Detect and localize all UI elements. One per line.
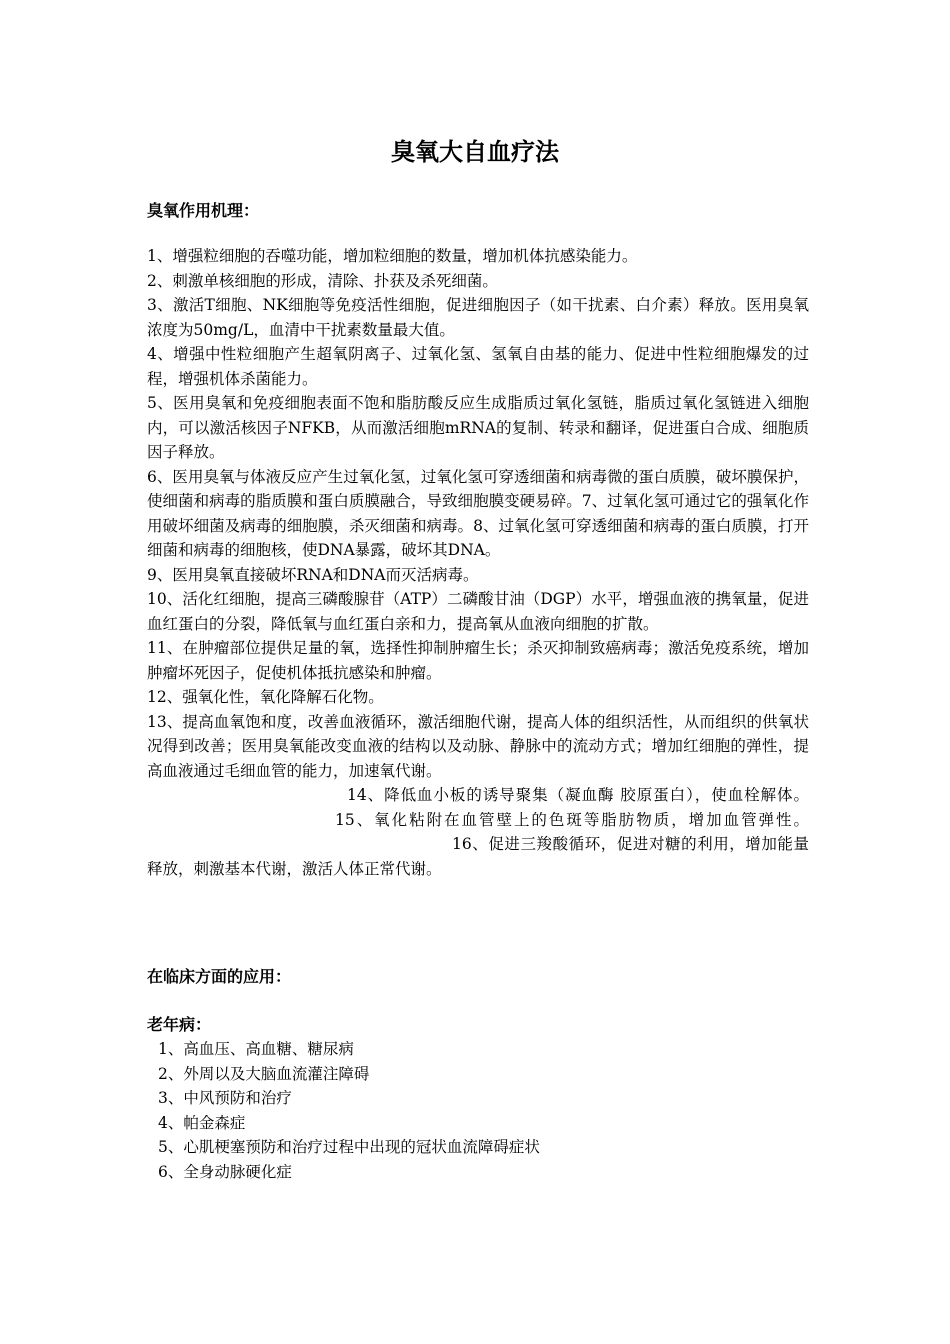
mechanism-paragraph: 4、增强中性粒细胞产生超氧阴离子、过氧化氢、氢氧自由基的能力、促进中性粒细胞爆发的过程，增强机体杀菌能力。 [147, 345, 809, 388]
mechanism-paragraph: 11、在肿瘤部位提供足量的氧，选择性抑制肿瘤生长；杀灭抑制致癌病毒；激活免疫系统，增加肿瘤坏死因子，促使机体抵抗感染和肿瘤。 [147, 639, 809, 682]
clinical-heading: 在临床方面的应用： [147, 967, 292, 986]
mechanism-body [147, 244, 809, 881]
mechanism-paragraph: 13、提高血氧饱和度，改善血液循环，激活细胞代谢，提高人体的组织活性，从而组织的供氧状况得到改善；医用臭氧能改变血液的结构以及动脉、静脉中的流动方式；增加红细胞的弹性，提高血液通过毛细血管的能力，加速氧代谢。 [147, 712, 809, 780]
mechanism-paragraph: 3、激活T细胞、NK细胞等免疫活性细胞，促进细胞因子（如干扰素、白介素）释放。医用臭氧浓度为50mg/L，血清中干扰素数量最大值。 [147, 296, 809, 339]
list-item: 6、全身动脉硬化症 [158, 1162, 292, 1181]
list-item: 5、心肌梗塞预防和治疗过程中出现的冠状血流障碍症状 [158, 1138, 540, 1156]
list-item: 2、外周以及大脑血流灌注障碍 [158, 1064, 370, 1083]
elderly-heading: 老年病： [147, 1015, 212, 1034]
list-item: 3、中风预防和治疗 [158, 1089, 292, 1107]
mechanism-item-15: 15、氧化粘附在血管壁上的色斑等脂肪物质，增加血管弹性。 [335, 810, 809, 829]
mechanism-paragraph: 1、增强粒细胞的吞噬功能，增加粒细胞的数量，增加机体抗感染能力。 [147, 247, 638, 265]
mechanism-item-16: 16、促进三羧酸循环，促进对糖的利用，增加能量释放，刺激基本代谢，激活人体正常代谢。 [147, 835, 809, 878]
mechanism-paragraph: 9、医用臭氧直接破坏RNA和DNA而灭活病毒。 [147, 565, 479, 584]
mechanism-paragraph-merged [147, 783, 809, 881]
mechanism-item-14: 14、降低血小板的诱导聚集（凝血酶 胶原蛋白），使血栓解体。 [347, 786, 809, 804]
mechanism-heading: 臭氧作用机理： [147, 201, 260, 220]
mechanism-paragraph: 5、医用臭氧和免疫细胞表面不饱和脂肪酸反应生成脂质过氧化氢链，脂质过氧化氢链进入细胞内，可以激活核因子NFKB，从而激活细胞mRNA的复制、转录和翻译，促进蛋白合成、细胞质因子释放。 [147, 394, 809, 461]
list-item: 4、帕金森症 [158, 1113, 246, 1132]
mechanism-paragraph: 10、活化红细胞，提高三磷酸腺苷（ATP）二磷酸甘油（DGP）水平，增强血液的携氧量，促进血红蛋白的分裂，降低氧与血红蛋白亲和力，提高氧从血液向细胞的扩散。 [147, 590, 809, 633]
mechanism-paragraph: 6、医用臭氧与体液反应产生过氧化氢，过氧化氢可穿透细菌和病毒微的蛋白质膜，破坏膜保护，使细菌和病毒的脂质膜和蛋白质膜融合，导致细胞膜变硬易碎。7、过氧化氢可通过它的强氧化作用破坏细菌及病毒的细胞膜，杀灭细菌和病毒。8、过氧化氢可穿透细菌和病毒的蛋白质膜，打开细菌和病毒的细胞核，使DNA暴露，破坏其DNA。 [147, 467, 809, 559]
mechanism-paragraph: 12、强氧化性，氧化降解石化物。 [147, 688, 384, 706]
elderly-list [158, 1037, 798, 1184]
page-title: 臭氧大自血疗法 [391, 138, 559, 166]
mechanism-paragraph: 2、刺激单核细胞的形成，清除、扑获及杀死细菌。 [147, 271, 498, 290]
list-item: 1、高血压、高血糖、糖尿病 [158, 1040, 354, 1058]
